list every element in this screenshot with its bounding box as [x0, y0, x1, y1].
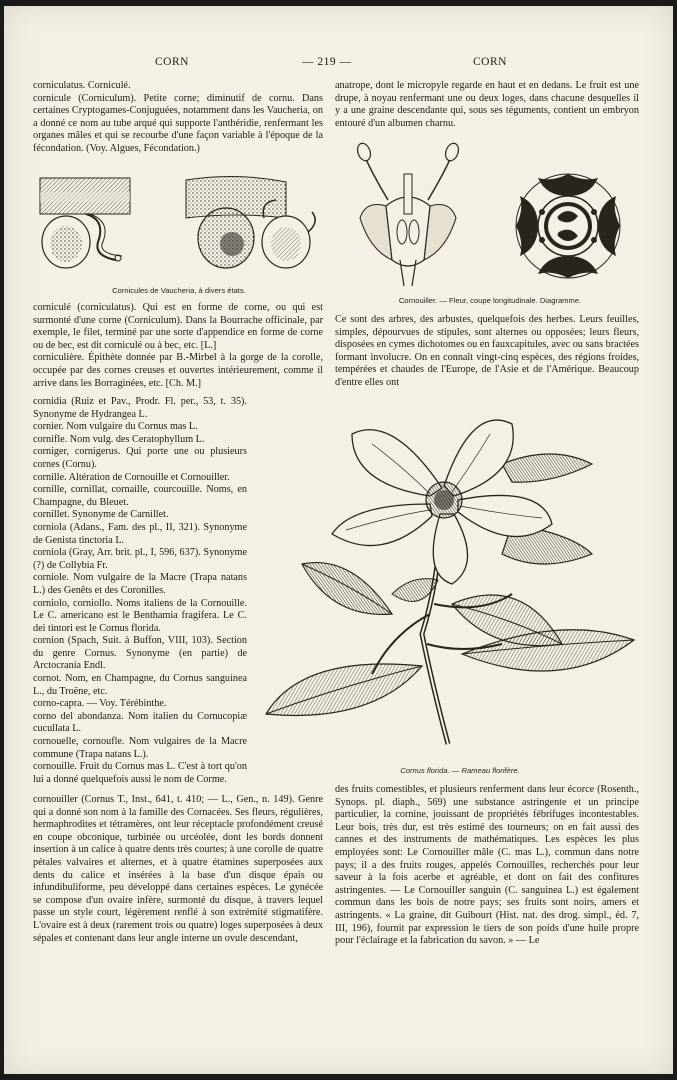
entry-corniolo: corniolo, corniollo. Noms italiens de la Cornouille. Le C. americano est le Benthamia fragifera. Le C. dei tintori est le Cornus florida. [33, 597, 247, 634]
figure-caption-flower-diagram: Cornouiller. — Fleur, coupe longitudinale. Diagramme. [398, 296, 582, 305]
entry-cornier: cornier. Nom vulgaire du Cornus mas L. [33, 421, 198, 433]
left-column-top [33, 80, 323, 156]
right-column-bottom [335, 784, 639, 948]
entry-cornouille: cornouille. Fruit du Cornus mas L. C'est à tort qu'on lui a donné quelquefois aussi le nom de Corme. [33, 761, 247, 785]
continuation-anatrope: anatrope, dont le micropyle regarde en haut et en dedans. Le fruit est une drupe, à noyau renfermant une ou deux loges, dans chacune desquelles il y a une graine descendante qui, sous ses téguments, contient un embryon entouré d'un albumen charnu. [335, 80, 639, 129]
entry-corniculiere: corniculière. Épithète donnée par B.-Mirbel à la gorge de la corolle, occupée par des cornes creuses et ouvertes intérieurement, comme il arrive dans les Borraginées, etc. [Ch. M.] [33, 352, 323, 389]
entry-corniola-2: corniola (Gray, Arr. brit. pl., I, 596, 637). Synonyme (?) de Collybia Fr. [33, 547, 247, 571]
floral-diagram-illustration [512, 168, 624, 284]
entry-cornillet: cornillet. Synonyme de Carnillet. [33, 509, 169, 521]
left-column-middle [33, 302, 323, 390]
entry-corniole: corniole. Nom vulgaire de la Macre (Trapa natans L.) des Genêts et des Coronilles. [33, 572, 247, 596]
running-head-right: CORN [473, 56, 507, 68]
entry-cornouelle: cornouelle, cornoufle. Nom vulgaires de la Macre commune (Trapa natans L.). [33, 736, 247, 760]
entry-cornille: cornille. Altération de Cornouille et Cornouiller. [33, 471, 230, 483]
entry-cornion: cornion (Spach, Suit. à Buffon, VIII, 103). Section du genre Cornus. Synonyme (en partie) de Arctocrania Endl. [33, 635, 247, 672]
entry-corniculatus: corniculatus. Corniculé. [33, 80, 131, 91]
vaucheria-cornicule-illustration [36, 172, 322, 280]
entry-cornille-2: cornille, cornillat, cornaille, courcouille. Noms, en Champagne, du Bleuet. [33, 484, 247, 508]
entry-corniger: corniger, cornigerus. Qui porte une ou plusieurs cornes (Cornu). [33, 446, 247, 470]
left-column-narrow [33, 396, 247, 786]
paragraph-fruits-comestibles: des fruits comestibles, et plusieurs renferment dans leur écorce (Rosenth., Synops. pl. diaph., 569) une substance astringente et un principe particulier, la cornine, jouissant de propriétés fébrifuges incontestables. Leur bois, très dur, est très estimé des tourneurs; on en fait aussi des cannes et des instruments de mathématiques. Les espèces les plus employées sont: Le Cornouiller mâle (C. mas L.), commun dans notre pays; il a des fruits rouges, appelés Cornouilles, recherchés pour leur saveur à la fois acerbe et agréable, et dont on fait des confitures astringentes. — Le Cornouiller sanguin (C. sanguinea L.) est également commun dans les bois de notre pays; ses fruits sont noirs, amers et astringents. « La graine, dit Guibourt (Hist. nat. des drog. simpl., éd. 7, III, 196), fournit par expression le tiers de son poids d'une huile propre pour l'éclairage et la fabrication du savon. » — Le [335, 784, 639, 947]
entry-cornicule: cornicule (Corniculum). Petite corne; diminutif de cornu. Dans certaines Cryptogames-Conjuguées, notamment dans les Vaucheria, on a donné ce nom au tube arqué qui supporte l'anthéridie, renfermant les organes mâles et qui se recourbe d'une façon variable à l'époque de la fécondation. (Voy. Algues, Fécondation.) [33, 92, 323, 154]
running-head-left: CORN [155, 56, 189, 68]
cornus-florida-branch-illustration [262, 404, 642, 762]
entry-cornot: cornot. Nom, en Champagne, du Cornus sanguinea L., du Troëne, etc. [33, 673, 247, 697]
entry-corniola: corniola (Adans., Fam. des pl., II, 321). Synonyme de Genista tinctoria L. [33, 521, 247, 546]
entry-cornifle: cornifle. Nom vulg. des Ceratophyllum L. [33, 433, 205, 445]
right-column-middle [335, 314, 639, 390]
figure-caption-cornus-florida: Cornus florida. — Rameau florifère. [400, 766, 520, 775]
entry-cornidia: cornidia (Ruiz et Pav., Prodr. Fl. per., 53, t. 35). Synonyme de Hydrangea L. [33, 396, 247, 420]
paragraph-arbres: Ce sont des arbres, des arbustes, quelquefois des herbes. Leurs feuilles, simples, dépourvues de stipules, sont alternes ou opposées; leurs fleurs, disposées en cymes dichotomes ou en fauxcapitules, avec ou sans bractées formant involucre. On en connaît vingt-cinq espèces, des régions froides, tempérées et chaudes de l'Europe, de l'Asie et de l'Amérique. Beaucoup d'entre elles ont [335, 314, 639, 388]
flower-section-illustration [352, 140, 464, 288]
entry-corno-capra: corno-capra. — Voy. Térébinthe. [33, 698, 167, 710]
figure-caption-vaucheria: Cornicules de Vaucheria, à divers états. [112, 286, 246, 295]
entry-cornicule-2: corniculé (corniculatus). Qui est en forme de corne, ou qui est surmonté d'une corne (Corniculum). Dans la Bourrache officinale, par exemple, le filet, terminé par une sorte d'appendice en forme de corne ou de bec, est dit corniculé ou à bec, etc. [L.] [33, 302, 323, 351]
page-number: — 219 — [302, 56, 352, 68]
entry-cornouiller: cornouiller (Cornus T., Inst., 641, t. 410; — L., Gen., n. 149). Genre qui a donné son nom à la famille des Cornacées. Ses fleurs, régulières, hermaphrodites et tétramères, ont leur réceptacle profondément creusé en coupe obconique, turbinée ou urcéolée, dont les bords donnent insertion à un calice à quatre dents très courtes; à une corolle de quatre pétales valvaires et alternes, et à quatre étamines superposées aux dents du calice et insérées à la base d'un disque épais ou infundibuliforme, peu développé dans certaines espèces. Le gynécée se compose d'un ovaire infère, surmonté du disque, à travers lequel passe un style court, légèrement renflé à son extrémité stigmatifère. L'ovaire est à deux (rarement trois ou quatre) loges superposées à deux sépales et contenant dans leur angle interne un ovule descendant, [33, 794, 323, 944]
entry-corno-del-abondanza: corno del abondanza. Nom italien du Cornucopiæ cucullata L. [33, 710, 247, 735]
right-column-top [335, 80, 639, 130]
left-column-bottom [33, 794, 323, 945]
running-head [0, 56, 677, 72]
